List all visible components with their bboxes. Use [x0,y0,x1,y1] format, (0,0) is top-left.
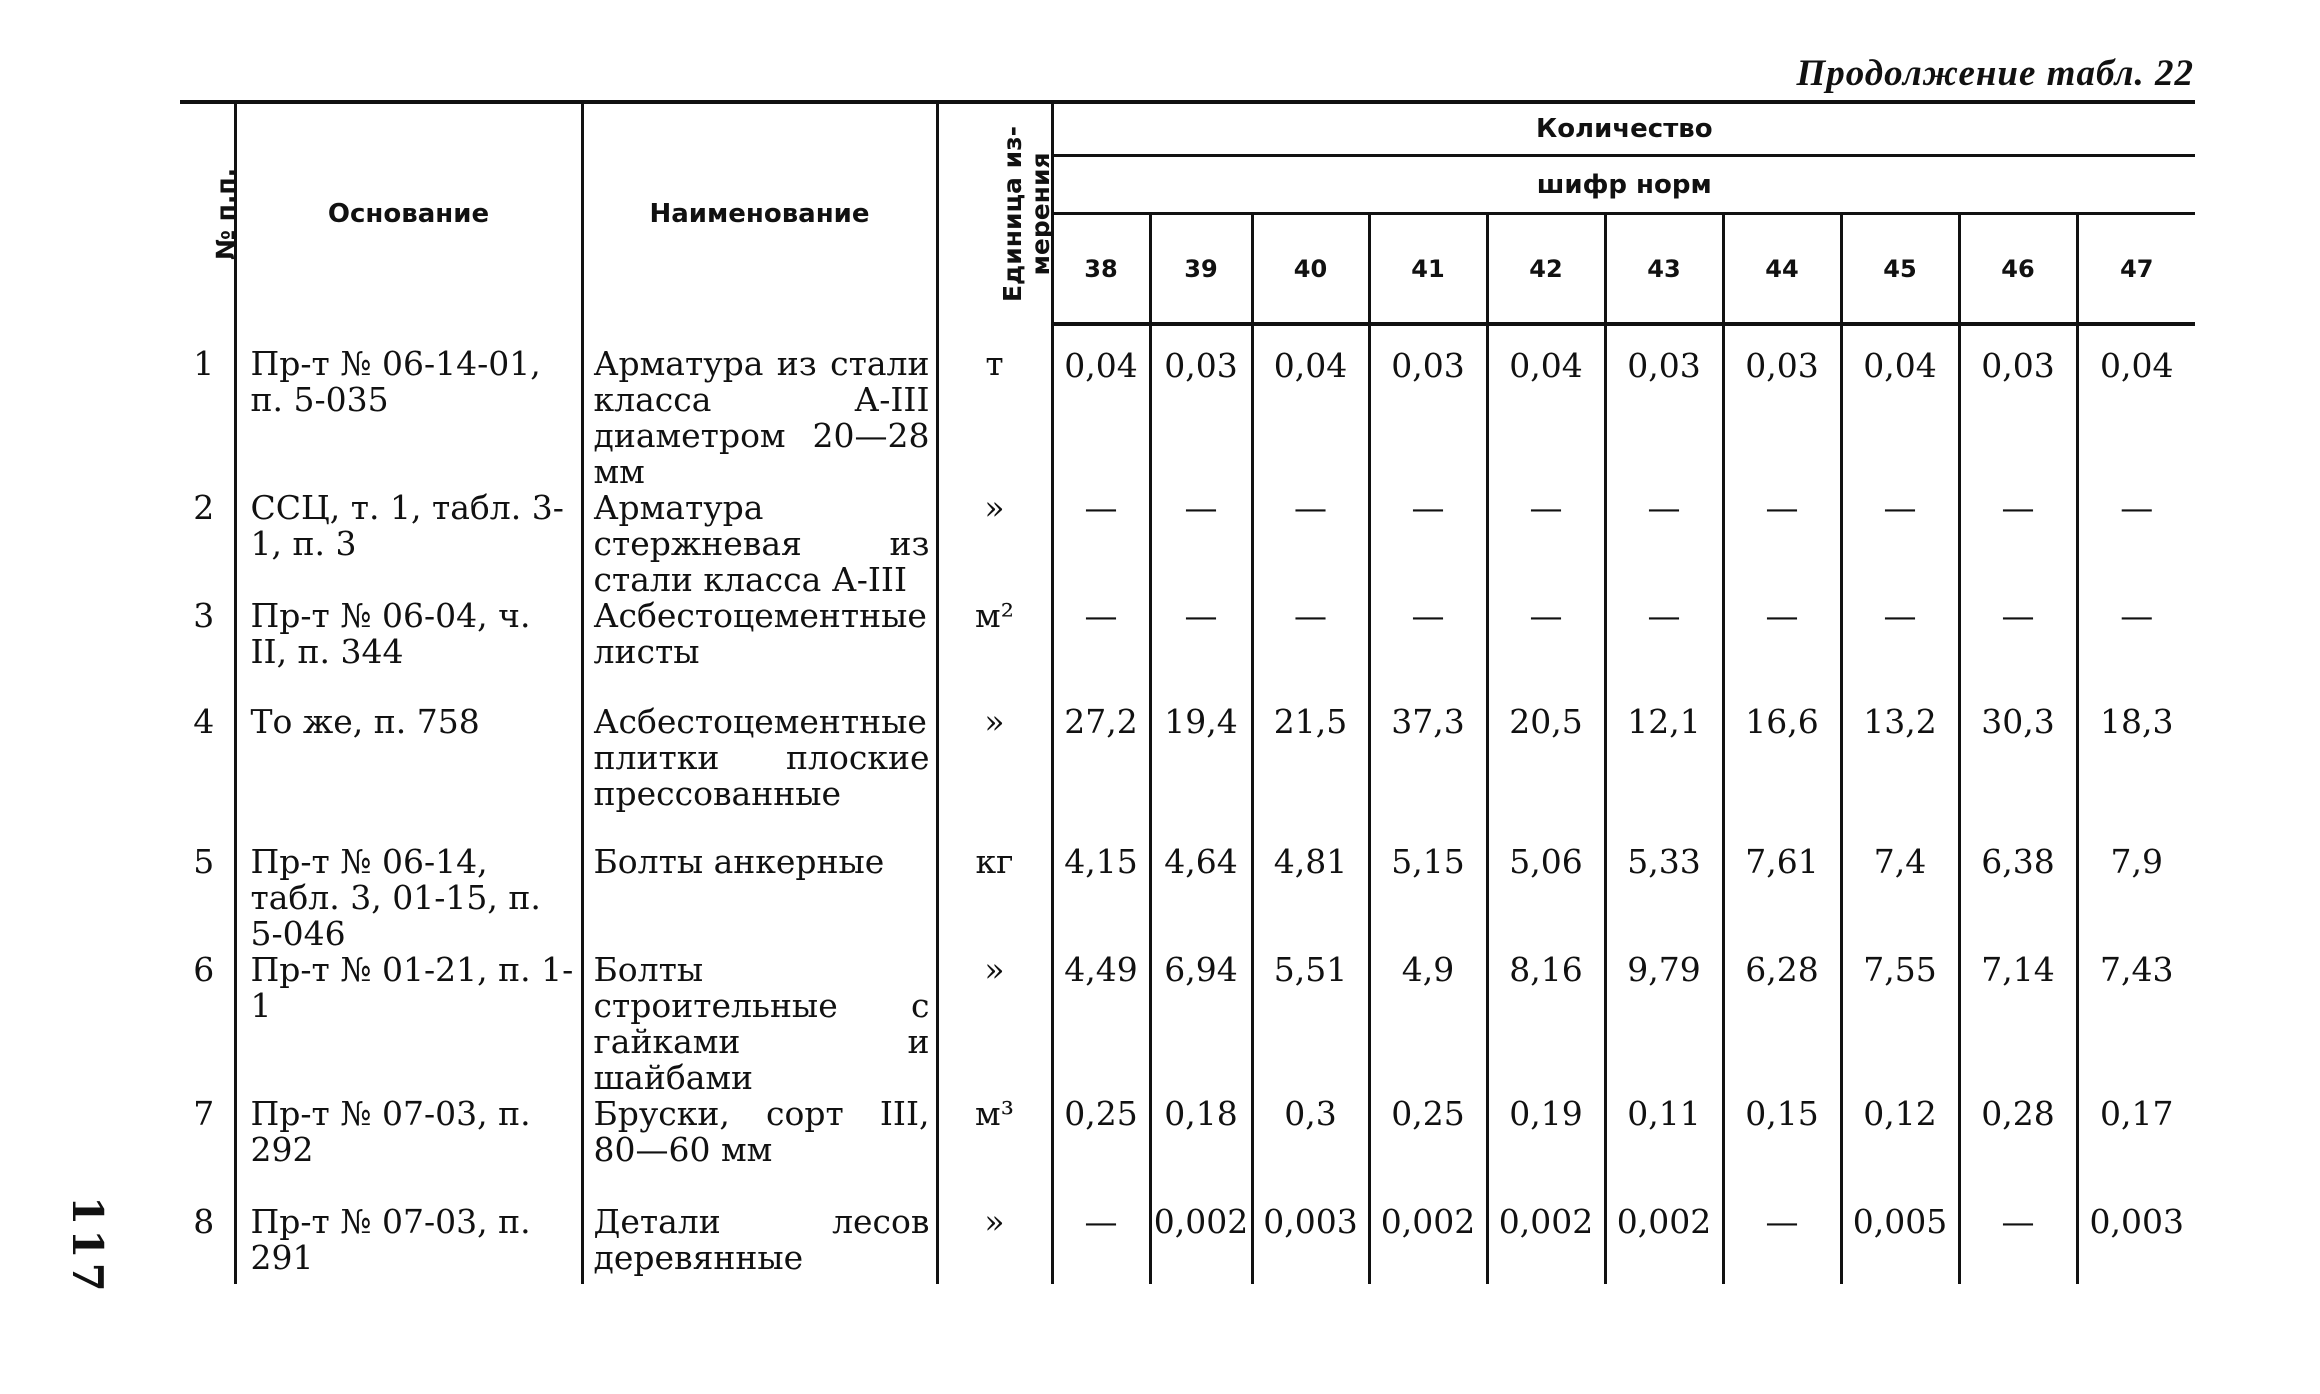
row-unit: » [937,490,1052,598]
row-basis: Пр-т № 01-21, п. 1-1 [235,952,582,1096]
row-value: 4,81 [1252,844,1369,952]
row-value: — [1150,490,1252,598]
row-value: — [1959,490,2077,598]
row-value: 0,04 [1841,324,1959,490]
row-value: — [1723,598,1841,704]
row-value: — [1369,490,1487,598]
row-value: 13,2 [1841,704,1959,844]
row-basis: ССЦ, т. 1, табл. 3-1, п. 3 [235,490,582,598]
row-index: 5 [180,844,235,952]
table-row [180,1204,2195,1284]
row-name: Болты строительные с гайками и шайбами [582,952,937,1096]
row-value: — [1252,598,1369,704]
cipher-45: 45 [1841,214,1959,325]
row-name: Бруски, сорт III, 80—60 мм [582,1096,937,1204]
row-name: Арматура из стали класса А-III диаметром 20—28 мм [582,324,937,490]
table-row [180,324,2195,490]
cipher-46: 46 [1959,214,2077,325]
row-value: — [1150,598,1252,704]
row-value: 0,03 [1150,324,1252,490]
row-value: 12,1 [1605,704,1723,844]
header-name: Наименование [582,102,937,324]
row-value: — [1052,1204,1150,1284]
row-value: 4,64 [1150,844,1252,952]
row-value: 8,16 [1487,952,1605,1096]
row-value: 9,79 [1605,952,1723,1096]
cipher-38: 38 [1052,214,1150,325]
row-value: — [1369,598,1487,704]
row-value: 0,12 [1841,1096,1959,1204]
row-basis: Пр-т № 07-03, п. 291 [235,1204,582,1284]
row-value: 0,04 [1487,324,1605,490]
row-basis: Пр-т № 06-04, ч. II, п. 344 [235,598,582,704]
row-value: 5,33 [1605,844,1723,952]
row-value: — [1841,598,1959,704]
row-unit: м² [937,598,1052,704]
row-value: 0,3 [1252,1096,1369,1204]
row-value: 5,15 [1369,844,1487,952]
row-name: Арматура стержневая из стали класса А-III [582,490,937,598]
row-value: 27,2 [1052,704,1150,844]
row-value: 0,002 [1369,1204,1487,1284]
header-quantity: Количество [1052,102,2195,156]
row-value: 4,15 [1052,844,1150,952]
row-value: 6,38 [1959,844,2077,952]
cipher-41: 41 [1369,214,1487,325]
row-value: 20,5 [1487,704,1605,844]
row-value: 7,43 [2077,952,2195,1096]
row-value: 0,04 [1052,324,1150,490]
row-value: — [2077,598,2195,704]
row-value: 4,9 [1369,952,1487,1096]
row-value: 0,002 [1487,1204,1605,1284]
table-row [180,490,2195,598]
row-index: 6 [180,952,235,1096]
cipher-43: 43 [1605,214,1723,325]
row-index: 1 [180,324,235,490]
row-value: 0,25 [1369,1096,1487,1204]
row-name: Асбестоцементные листы [582,598,937,704]
row-basis: Пр-т № 07-03, п. 292 [235,1096,582,1204]
row-unit: кг [937,844,1052,952]
row-value: 7,14 [1959,952,2077,1096]
cipher-42: 42 [1487,214,1605,325]
row-value: 0,03 [1959,324,2077,490]
row-value: 0,03 [1605,324,1723,490]
row-value: — [1487,598,1605,704]
row-value: 6,28 [1723,952,1841,1096]
row-value: 0,002 [1150,1204,1252,1284]
row-value: 18,3 [2077,704,2195,844]
row-value: 0,03 [1369,324,1487,490]
row-value: 0,15 [1723,1096,1841,1204]
table-header [180,102,2195,324]
row-value: 0,04 [2077,324,2195,490]
norms-table-wrapper [180,100,2194,1284]
row-value: — [1959,1204,2077,1284]
row-value: 0,005 [1841,1204,1959,1284]
table-row [180,844,2195,952]
row-value: — [1959,598,2077,704]
row-index: 8 [180,1204,235,1284]
row-value: — [1052,598,1150,704]
row-value: — [1052,490,1150,598]
row-value: 0,28 [1959,1096,2077,1204]
row-value: — [1487,490,1605,598]
row-value: 5,51 [1252,952,1369,1096]
row-unit: м³ [937,1096,1052,1204]
row-value: 30,3 [1959,704,2077,844]
row-value: 0,18 [1150,1096,1252,1204]
row-value: 21,5 [1252,704,1369,844]
row-index: 7 [180,1096,235,1204]
row-value: 5,06 [1487,844,1605,952]
header-cipher: шифр норм [1052,156,2195,214]
row-unit: » [937,1204,1052,1284]
row-unit: » [937,952,1052,1096]
row-value: — [1723,490,1841,598]
row-value: 4,49 [1052,952,1150,1096]
row-value: 7,4 [1841,844,1959,952]
table-row [180,704,2195,844]
row-index: 2 [180,490,235,598]
row-value: — [1252,490,1369,598]
table-continuation-caption: Продолжение табл. 22 [1796,53,2194,94]
table-row [180,952,2195,1096]
row-unit: » [937,704,1052,844]
row-value: 0,003 [1252,1204,1369,1284]
row-value: 0,03 [1723,324,1841,490]
header-index: № п.п. [180,102,235,324]
row-index: 4 [180,704,235,844]
row-name: Болты анкерные [582,844,937,952]
cipher-44: 44 [1723,214,1841,325]
table-row [180,598,2195,704]
row-unit: т [937,324,1052,490]
row-value: 16,6 [1723,704,1841,844]
row-value: 7,55 [1841,952,1959,1096]
row-value: 0,25 [1052,1096,1150,1204]
header-basis: Основание [235,102,582,324]
row-value: 0,002 [1605,1204,1723,1284]
row-name: Асбестоцементные плитки плоские прессованные [582,704,937,844]
header-unit: Единица из- мерения [937,102,1052,324]
row-value: 0,11 [1605,1096,1723,1204]
row-name: Детали лесов деревянные [582,1204,937,1284]
row-basis: Пр-т № 06-14-01, п. 5-035 [235,324,582,490]
row-value: — [1841,490,1959,598]
row-value: 0,17 [2077,1096,2195,1204]
row-basis: Пр-т № 06-14, табл. 3, 01-15, п. 5-046 [235,844,582,952]
row-value: 19,4 [1150,704,1252,844]
row-value: 0,19 [1487,1096,1605,1204]
row-value: — [2077,490,2195,598]
row-value: 7,61 [1723,844,1841,952]
row-value: — [1605,598,1723,704]
table-row [180,1096,2195,1204]
cipher-39: 39 [1150,214,1252,325]
row-value: — [1605,490,1723,598]
cipher-47: 47 [2077,214,2195,325]
row-value: 0,04 [1252,324,1369,490]
cipher-40: 40 [1252,214,1369,325]
page-number: 117 [63,1196,112,1296]
row-basis: То же, п. 758 [235,704,582,844]
row-value: 0,003 [2077,1204,2195,1284]
row-value: — [1723,1204,1841,1284]
row-value: 7,9 [2077,844,2195,952]
table-body [180,324,2195,1284]
row-value: 6,94 [1150,952,1252,1096]
norms-table [180,100,2195,1284]
row-value: 37,3 [1369,704,1487,844]
row-index: 3 [180,598,235,704]
